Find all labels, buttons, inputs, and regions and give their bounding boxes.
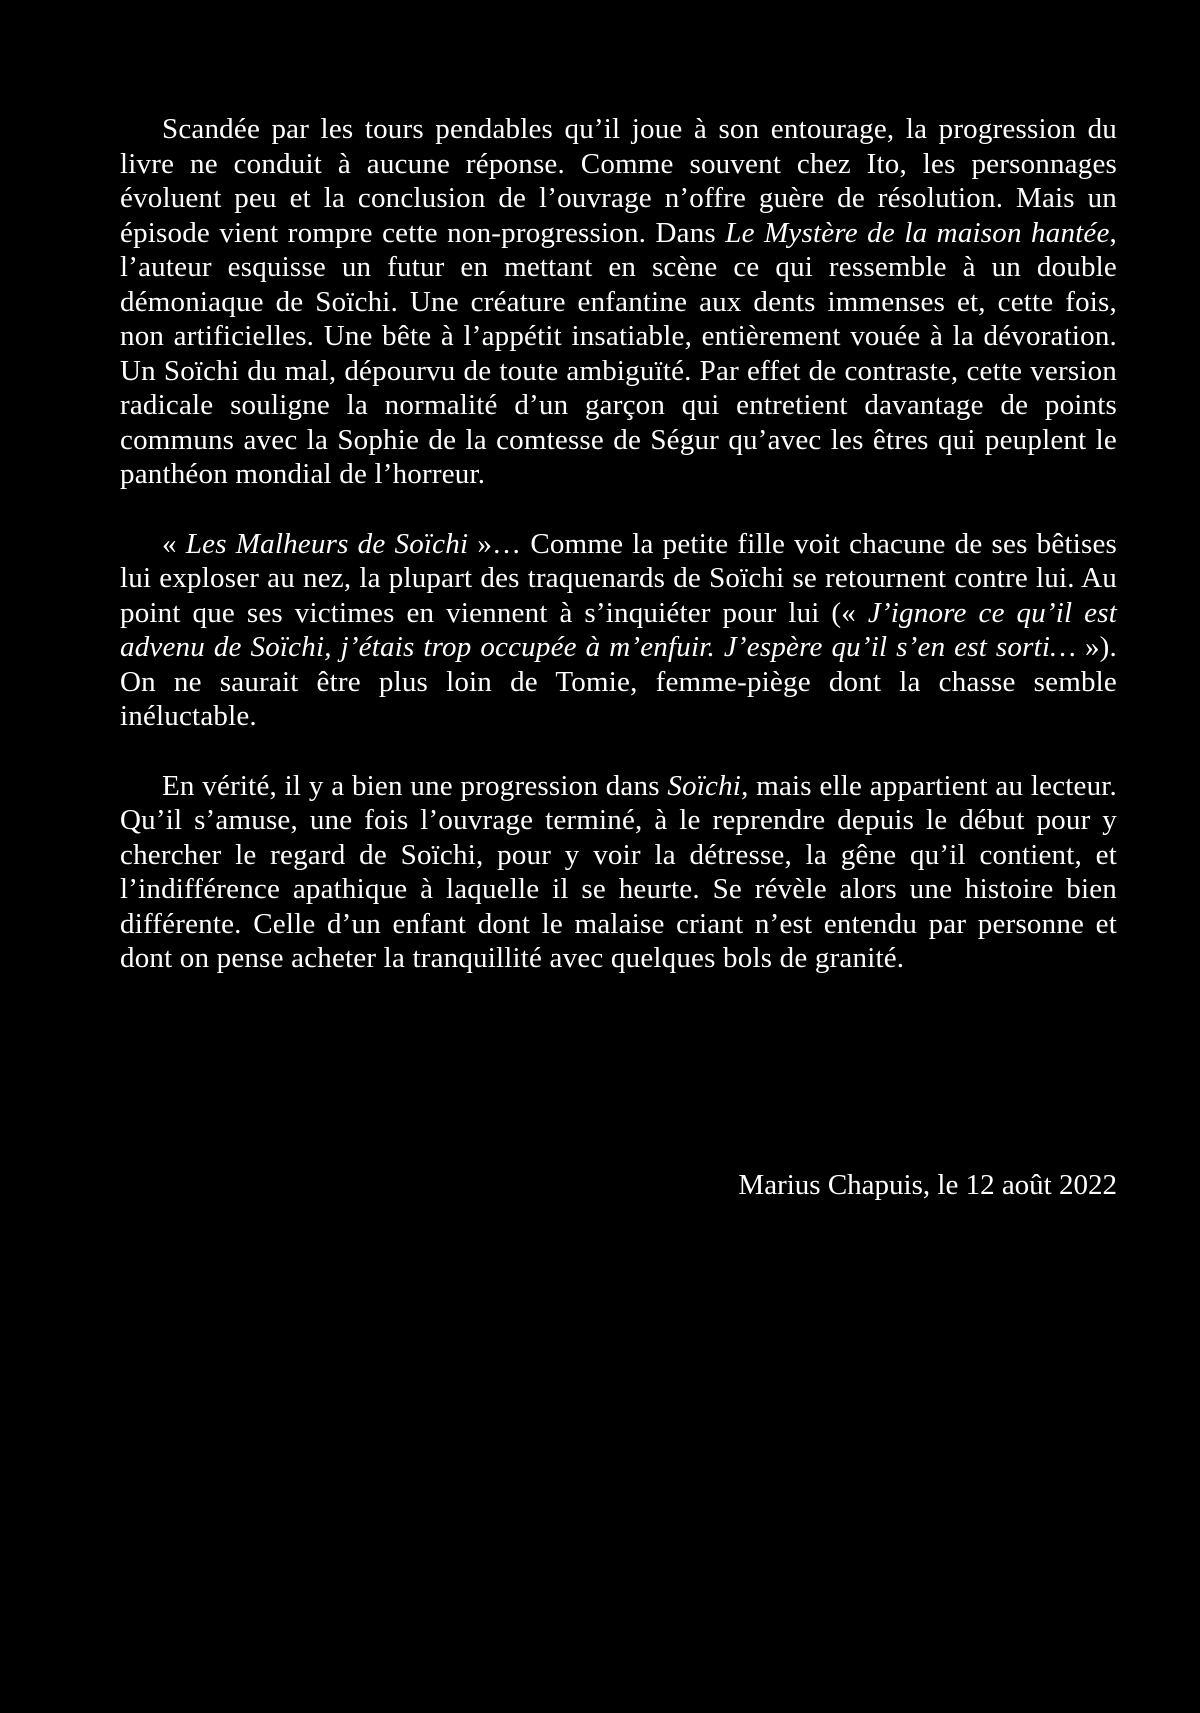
paragraph-text: En vérité, il y a bien une progression dans [162,769,668,802]
book-title-italic: Le Mystère de la maison hantée [725,216,1110,249]
quotation-italic: J’ignore ce qu’il est advenu de Soïchi, j’étais trop occupée à m’enfuir. J’espère qu’il s’en est sorti… [120,596,1117,663]
paragraph-text: Scandée par les tours pendables qu’il joue à son entourage, la progression du livre ne conduit à aucune réponse. Comme souvent chez Ito, les personnages évoluent peu et la conclusion de l’ouvrage n’offre guère de résolution. Mais un épisode vient rompre cette non-progression. Dans [120,113,1117,249]
paragraph-text: , l’auteur esquisse un futur en mettant en scène ce qui ressemble à un double démoniaque de Soïchi. Une créature enfantine aux dents immenses et, cette fois, non artificielles. Une bête à l’appétit insatiable, entièrement vouée à la dévoration. Un Soïchi du mal, dépourvu de toute ambiguïté. Par effet de contraste, cette version radicale souligne la normalité d’un garçon qui entretient davantage de points communs avec la Sophie de la comtesse de Ségur qu’avec les êtres qui peuplent le panthéon mondial de l’horreur. [120,216,1117,490]
essay-body [120,112,1117,976]
paragraph [120,112,1117,492]
quote-mark: « [162,527,186,560]
signature: Marius Chapuis, le 12 août 2022 [738,1169,1117,1201]
paragraph [120,769,1117,976]
paragraph-text: , mais elle appartient au lecteur. Qu’il s’amuse, une fois l’ouvrage terminé, à le reprendre depuis le début pour y chercher le regard de Soïchi, pour y voir la détresse, la gêne qu’il contient, et l’indifférence apathique à laquelle il se heurte. Se révèle alors une histoire bien différente. Celle d’un enfant dont le malaise criant n’est entendu par personne et dont on pense acheter la tranquillité avec quelques bols de granité. [120,769,1117,974]
paragraph [120,527,1117,734]
book-title-italic: Soïchi [667,769,742,802]
paragraph-text: »). On ne saurait être plus loin de Tomie, femme-piège dont la chasse semble inéluctable. [120,631,1117,732]
book-title-italic: Les Malheurs de Soïchi [185,527,469,560]
paragraph-text: »… Comme la petite fille voit chacune de ses bêtises lui exploser au nez, la plupart des traquenards de Soïchi se retournent contre lui. Au point que ses victimes en viennent à s’inquiéter pour lui (« [120,527,1118,629]
